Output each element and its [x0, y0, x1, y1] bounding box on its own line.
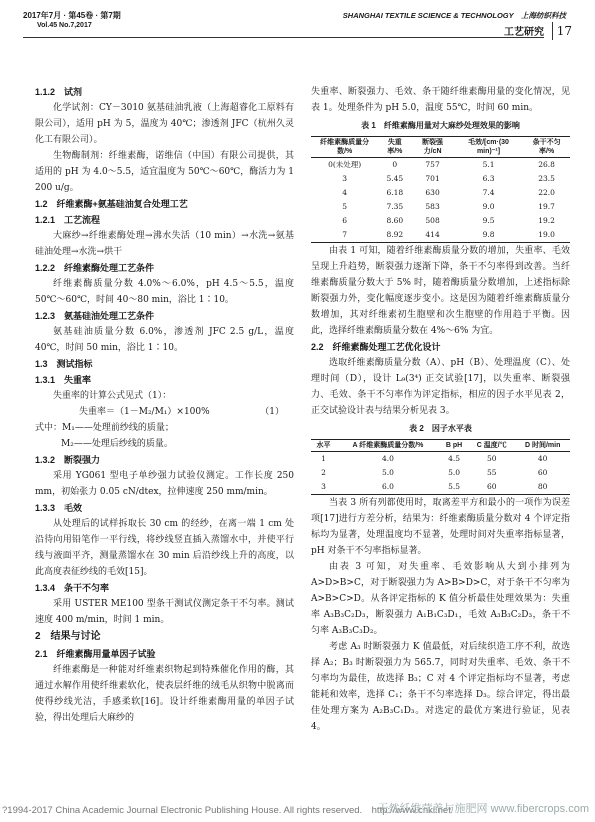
table-cell: 6.18	[386, 188, 404, 197]
table-cell: 4.5	[448, 454, 461, 463]
paragraph-optimization-design: 选取纤维素酶质量分数（A）、pH（B）、处理温度（C）、处理时间（D），设计 L₉(3⁴) 正交试验[17]，以失重率、断裂强力、毛效、条干不匀率作为评定指标，相应的因子水平见表 2，正交试验设计表与结果分析见表 3。	[311, 358, 570, 416]
paragraph-weight-loss-intro: 失重率的计算公式见式（1）：	[53, 391, 172, 401]
paragraph-enzyme-reagent: 生物酶制剂：纤维素酶，诺维信（中国）有限公司提供，其适用的 pH 为 4.0～5.5，适宜温度为 50℃～60℃，酶活力为 1 200 u/g。	[35, 151, 294, 193]
paragraph-silicone-conditions: 氨基硅油质量分数 6.0%，渗透剂 JFC 2.5 g/L，温度 40℃，时间 50 min，浴比 1∶10。	[35, 327, 294, 353]
table-cell: 630	[425, 188, 440, 197]
heading-1-2: 1.2 纤维素酶+氨基硅油复合处理工艺	[35, 199, 188, 209]
heading-1-2-3: 1.2.3 氨基硅油处理工艺条件	[35, 311, 155, 321]
table-cell: 19.2	[538, 216, 555, 225]
table-1-header: 失重率/%	[378, 137, 411, 158]
table-cell: 0(未处理)	[328, 160, 362, 169]
table-cell: 4	[342, 188, 348, 197]
volume-info: Vol.45 No.7,2017	[37, 22, 92, 29]
heading-1-3-1: 1.3.1 失重率	[35, 375, 92, 385]
running-header	[23, 10, 572, 40]
table-2	[311, 439, 570, 495]
table-cell: 9.8	[454, 228, 523, 243]
section-label: 工艺研究	[504, 27, 544, 38]
table-cell: 19.7	[538, 202, 555, 211]
table-row	[311, 158, 570, 173]
paragraph-single-factor: 纤维素酶是一种能对纤维素织物起到特殊催化作用的酶，其通过水解作用使纤维素软化，使表层纤维的绒毛从织物中脱离而使得纱线光洁，手感柔软[16]。设计纤维素酶用量的单因子试验，得出处理后大麻纱的	[35, 665, 294, 723]
table-row	[311, 200, 570, 214]
equation-where-1: 式中：M₁——处理前纱线的质量；	[35, 423, 174, 433]
header-rule	[23, 37, 544, 38]
paragraph-results: 由表 3 可知，对失重率、毛效影响从大到小排列为 A>D>B>C，对于断裂强力为 A>B>D>C，对于条干不匀率为 A>B>C>D。从各评定指标的 K 值分析最佳处理效果为：失重率 A₃B₃C₂D₃，断裂强力 A₁B₁C₃D₁，毛效 A₃B₃C₂D₃，条干不匀率 A₃B₃C₃D₂。	[311, 562, 570, 636]
table-cell: 22.0	[538, 188, 555, 197]
table-cell: 2	[321, 468, 326, 477]
heading-1-2-2: 1.2.2 纤维素酶处理工艺条件	[35, 263, 155, 273]
table-cell: 9.5	[482, 216, 495, 225]
table-cell: 5.0	[448, 468, 461, 477]
table-row	[311, 186, 570, 200]
table-cell: 8.60	[386, 216, 404, 225]
table-cell: 3	[342, 174, 348, 183]
table-row	[311, 452, 570, 467]
table-2-header: 水平	[311, 440, 336, 452]
watermark: 天然纤维营养与施肥网 www.fibercrops.com	[377, 803, 589, 815]
table-2-header: B pH	[440, 440, 468, 452]
paragraph-breaking-strength: 采用 YG061 型电子单纱强力试验仪测定。工作长度 250 mm，初始张力 0.05 cN/dtex，拉伸速度 250 mm/min。	[35, 471, 294, 497]
equation-1-number: （1）	[260, 407, 284, 417]
table-cell: 0	[392, 160, 398, 169]
issue-info: 2017年7月 · 第45卷 · 第7期	[23, 11, 121, 20]
table-cell: 80	[515, 480, 570, 495]
table-cell: 6.0	[336, 480, 440, 495]
heading-1-3-3: 1.3.3 毛效	[35, 503, 83, 513]
table-cell: 5.1	[482, 160, 495, 169]
paragraph-evenness: 采用 USTER ME100 型条干测试仪测定条干不匀率。测试速度 400 m/min，时间 1 min。	[35, 599, 294, 625]
table-cell: 26.8	[538, 160, 555, 169]
paragraph-table-1-analysis: 由表 1 可知，随着纤维素酶质量分数的增加，失重率、毛效呈现上升趋势，断裂强力逐渐下降，条干不匀率得到改善。当纤维素酶质量分数大于 5% 时，随着酶质量分数增加，上述指标除断裂强力外，变化幅度逐步变小。这是因为随着纤维素酶质量分数增加，其对纤维素初生胞壁和次生胞壁的作用趋于平衡。因此，选择纤维素酶质量分数在 4%～6% 为宜。	[311, 246, 570, 336]
heading-2: 2 结果与讨论	[35, 631, 101, 642]
table-row	[311, 480, 570, 495]
paragraph-chemical-reagents: 化学试剂：CY－3010 氨基硅油乳液（上海超睿化工原料有限公司），适用 pH 为 5，温度为 40℃；渗透剂 JFC（杭州久灵化工有限公司）。	[35, 103, 294, 145]
heading-2-1: 2.1 纤维素酶用量单因子试验	[35, 649, 156, 659]
table-1-header: 毛效/[cm·(30 min)⁻¹]	[454, 137, 523, 158]
page-number: 17	[552, 22, 572, 40]
heading-2-2: 2.2 纤维素酶处理工艺优化设计	[311, 342, 441, 352]
table-row	[311, 228, 570, 243]
table-cell: 3	[311, 480, 336, 495]
equation-1-body: 失重率＝（1－M₂/M₁）×100%	[79, 407, 210, 417]
table-cell: 8.92	[378, 228, 411, 243]
paragraph-conclusion: 考虑 A₃ 时断裂强力 K 值最低，对后续织造工序不利，故选择 A₂；B₃ 时断裂强力为 565.7，同时对失重率、毛效、条干不匀率均为最佳，故选择 B₃；C 对 4 个评定指标均不显著，考虑能耗和效率，选择 C₁；条干不匀率选择 D₃。综合评定，得出最佳处理方案为 A₂B₃C₁D₃。对选定的最优方案进行验证，见表 4。	[311, 642, 570, 732]
heading-1-3-2: 1.3.2 断裂强力	[35, 455, 101, 465]
table-cell: 4.0	[381, 454, 394, 463]
table-2-header: D 时间/min	[515, 440, 570, 452]
heading-1-2-1: 1.2.1 工艺流程	[35, 215, 101, 225]
table-1-caption: 表 1 纤维素酶用量对大麻纱处理效果的影响	[361, 121, 520, 130]
equation-1	[35, 404, 294, 420]
table-1	[311, 136, 570, 243]
journal-title-en: SHANGHAI TEXTILE SCIENCE & TECHNOLOGY 上海纺织科技	[342, 11, 566, 20]
table-cell: 5.45	[386, 174, 404, 183]
equation-where-2: M₂——处理后纱线的质量。	[61, 439, 173, 449]
table-cell: 5.0	[381, 468, 394, 477]
table-cell: 5	[342, 202, 348, 211]
table-cell: 23.5	[538, 174, 555, 183]
table-cell: 5.5	[440, 480, 468, 495]
table-2-caption: 表 2 因子水平表	[409, 424, 472, 433]
table-cell: 1	[321, 454, 326, 463]
paragraph-wicking: 从处理后的试样拆取长 30 cm 的经纱，在离一端 1 cm 处沿待向用铅笔作一平行线，将纱线竖直插入蒸馏水中，并使平行线与液面平齐，测量蒸馏水在 30 min 后沿纱线上升的高度，以此高度表征纱线的毛效[15]。	[35, 519, 294, 577]
table-cell: 60	[468, 480, 515, 495]
table-cell: 6	[342, 216, 348, 225]
table-cell: 7.35	[386, 202, 404, 211]
table-cell: 7	[311, 228, 378, 243]
table-cell: 55	[486, 468, 497, 477]
table-row	[311, 214, 570, 228]
table-cell: 7.4	[482, 188, 495, 197]
table-2-header: A 纤维素酶质量分数/%	[336, 440, 440, 452]
table-cell: 60	[537, 468, 548, 477]
table-cell: 414	[411, 228, 454, 243]
table-1-header: 纤维素酶质量分数/%	[311, 137, 378, 158]
table-row	[311, 172, 570, 186]
table-cell: 19.0	[523, 228, 570, 243]
table-cell: 508	[425, 216, 440, 225]
table-1-header: 断裂强力/cN	[411, 137, 454, 158]
journal-title-cn: 上海纺织科技	[521, 11, 566, 20]
table-cell: 9.0	[482, 202, 495, 211]
table-cell: 757	[425, 160, 440, 169]
right-column	[311, 84, 570, 735]
heading-1-3: 1.3 测试指标	[35, 359, 93, 369]
left-column	[35, 84, 294, 726]
table-cell: 50	[486, 454, 497, 463]
copyright-notice: ?1994-2017 China Academic Journal Electronic Publishing House. All rights reserved. http://www.cnki.net	[2, 805, 451, 816]
paragraph-continuation: 失重率、断裂强力、毛效、条干随纤维素酶用量的变化情况，见表 1。处理条件为 pH 5.0，温度 55℃，时间 60 min。	[311, 87, 570, 113]
table-cell: 583	[425, 202, 440, 211]
paragraph-enzyme-conditions: 纤维素酶质量分数 4.0%～6.0%，pH 4.5～5.5，温度 50℃～60℃，时间 40～80 min，浴比 1∶10。	[35, 279, 294, 305]
table-1-header: 条干不匀率/%	[523, 137, 570, 158]
table-cell: 701	[425, 174, 440, 183]
paragraph-process-flow: 大麻纱→纤维素酶处理→沸水失活（10 min）→水洗→氨基硅油处理→水洗→烘干	[35, 231, 294, 257]
table-cell: 40	[537, 454, 548, 463]
heading-1-3-4: 1.3.4 条干不匀率	[35, 583, 110, 593]
table-cell: 6.3	[482, 174, 495, 183]
table-row	[311, 466, 570, 480]
table-2-header: C 温度/℃	[468, 440, 515, 452]
paragraph-table-3-analysis: 当表 3 所有列都使用时，取离差平方和最小的一项作为误差项[17]进行方差分析，结果为：纤维素酶质量分数对 4 个评定指标均为显著，处理温度均不显著，处理时间对失重率指标显著，pH 对条干不匀率指标显著。	[311, 498, 570, 556]
heading-1-1-2: 1.1.2 试剂	[35, 87, 83, 97]
